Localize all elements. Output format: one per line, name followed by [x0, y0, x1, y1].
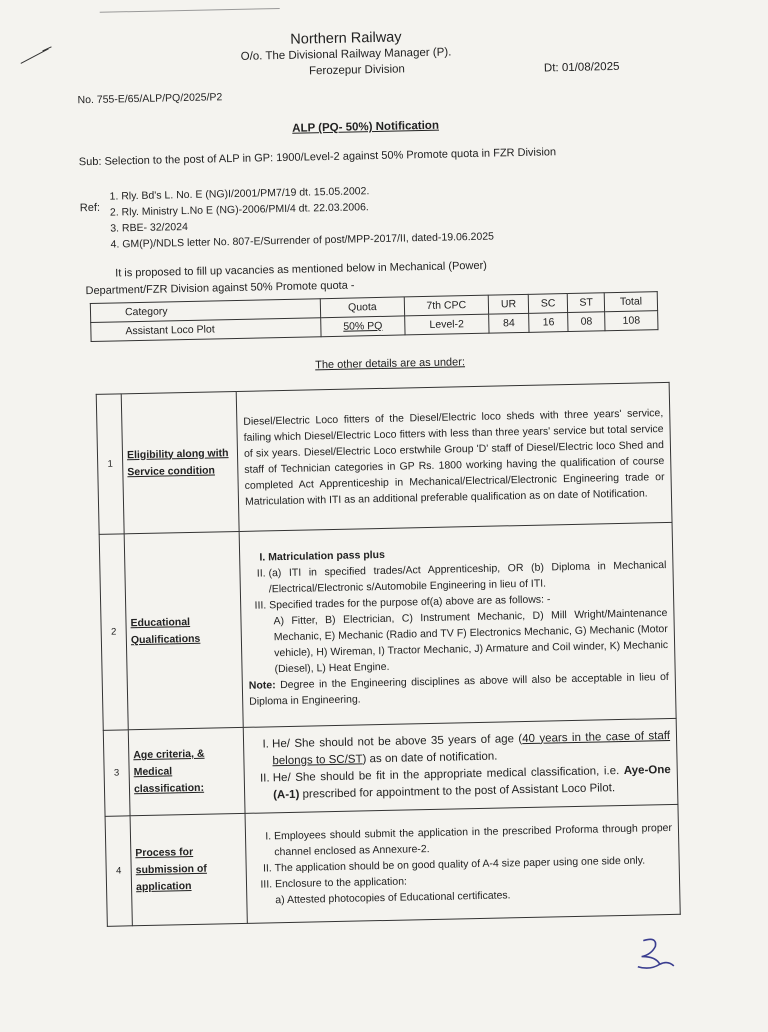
- list-text-underlined: 40 years in the case of staff belongs to SC/ST: [272, 729, 671, 767]
- header-cpc: 7th CPC: [404, 295, 489, 316]
- criterion-content: [239, 522, 676, 727]
- list-item-text: Specified trades for the purpose of(a) above are as follows: -: [269, 592, 551, 611]
- trade-list: A) Fitter, B) Electrician, C) Instrument Mechanic, D) Mill Wright/Maintenance Mechanic, E) Mechanic (Radio and TV F) Electronics Mechanic, G) Mechanic (Motor vehicle), H) Wireman, I) Tractor Mechanic, J) Armature and Coil winder, K) Mechanic (Diesel), L) Heat Engine.: [273, 606, 669, 675]
- cell-sc: 16: [529, 313, 568, 333]
- enclosure-item: a) Attested photocopies of Educational certificates.: [275, 888, 511, 906]
- office-name: O/o. The Divisional Railway Manager (P).: [240, 46, 452, 63]
- note-label: Note:: [248, 678, 276, 692]
- division-name: Ferozepur Division: [308, 63, 405, 78]
- header-quota: Quota: [321, 297, 405, 318]
- list-item: II. The application should be on good quality of A-4 size paper using one side only.: [275, 851, 673, 875]
- header-sc: SC: [528, 294, 567, 314]
- row-number: 4: [105, 816, 132, 926]
- details-table: [96, 382, 681, 927]
- letter-number: No. 755-E/65/ALP/PQ/2025/P2: [77, 91, 223, 107]
- criterion-label: Eligibility along with Service condition: [121, 391, 239, 533]
- header-ur: UR: [488, 294, 528, 314]
- list-text: He/ She should be fit in the appropriate medical classification, i.e.: [272, 764, 620, 784]
- cell-quota: 50% PQ: [321, 316, 405, 337]
- intro-line-1: It is proposed to fill up vacancies as mentioned below in Mechanical (Power): [115, 259, 487, 280]
- list-text: ) as on date of notification.: [362, 750, 498, 765]
- qualification-list: [246, 541, 669, 678]
- notification-heading: ALP (PQ- 50%) Notification: [292, 119, 440, 135]
- cell-total: 108: [605, 311, 658, 331]
- criterion-label: Age criteria, & Medical classification:: [128, 727, 245, 815]
- list-text: Enclosure to the application:: [274, 875, 408, 890]
- org-name: Northern Railway: [290, 29, 402, 48]
- process-list: [252, 819, 674, 908]
- list-item: I. Matriculation pass plus: [268, 541, 666, 565]
- other-details-caption: The other details are as under:: [315, 356, 466, 372]
- header-category: Category: [90, 299, 321, 323]
- row-number: 1: [96, 394, 124, 534]
- list-item: II. (a) ITI in specified trades/Act Apprenticeship, OR (b) Diploma in Mechanical /Electrical/Electronic s/Automobile Engineering in lieu of ITI.: [268, 557, 667, 597]
- list-item: [269, 589, 669, 677]
- table-row: [105, 804, 680, 926]
- cell-ur: 84: [489, 313, 529, 333]
- list-text: prescribed for appointment to the post of Assistant Loco Pilot.: [302, 781, 616, 801]
- note-text: Degree in the Engineering disciplines as above will also be acceptable in lieu of Diploma in Engineering.: [249, 670, 669, 708]
- table-row: [96, 382, 672, 534]
- list-item: I. Employees should submit the application in the prescribed Proforma through proper channel enclosed as Annexure-2.: [274, 819, 673, 859]
- row-number: 2: [99, 534, 128, 730]
- intro-line-2: Department/FZR Division against 50% Promote quota -: [85, 279, 355, 298]
- signature-icon: [629, 934, 678, 975]
- top-rule: [100, 8, 280, 13]
- age-list: [250, 727, 671, 804]
- cell-category: Assistant Loco Plot: [91, 318, 322, 342]
- cell-cpc: Level-2: [404, 314, 489, 335]
- row-number: 3: [103, 730, 130, 817]
- reference-item: 4. GM(P)/NDLS letter No. 807-E/Surrender of post/MPP-2017/II, dated-19.06.2025: [110, 230, 495, 251]
- cell-st: 08: [568, 312, 605, 332]
- reference-list: [109, 181, 494, 253]
- criterion-text: Diesel/Electric Loco fitters of the Diesel/Electric loco sheds with three years' service, failing which Diesel/Electric Loco fitters with less than three years' service but total service of six years. Diesel/Electric Loco erstwhile Group 'D' staff of Diesel/Electric loco Shed and staff of Technician categories in GP Rs. 1800 working having the qualification of course completed Act Apprenticeship in Mechanical/Electrical/Electronic Engineering trade or Matriculation with ITI as an additional preferable qualification as on date of Notification.: [236, 382, 672, 531]
- reference-label: Ref:: [79, 201, 101, 215]
- table-row: [99, 522, 676, 730]
- subject-line: Sub: Selection to the post of ALP in GP: 1900/Level-2 against 50% Promote quota in FZR Division: [78, 146, 557, 169]
- list-text: He/ She should not be above 35 years of age (: [271, 732, 523, 750]
- letter-date: Dt: 01/08/2025: [543, 60, 620, 75]
- list-text-bold: Aye-One (A-1): [273, 763, 671, 801]
- reference-item: 3. RBE- 32/2024: [110, 220, 189, 235]
- reference-item: 1. Rly. Bd's L. No. E (NG)I/2001/PM7/19 dt. 15.05.2002.: [109, 185, 370, 203]
- reference-item: 2. Rly. Ministry L.No E (NG)-2006/PMI/4 dt. 22.03.2006.: [109, 201, 369, 219]
- criterion-label: Educational Qualifications: [124, 531, 243, 729]
- criterion-content: [243, 718, 678, 813]
- criterion-label: Process for submission of application: [130, 813, 247, 925]
- header-total: Total: [604, 292, 657, 312]
- pen-mark-icon: [18, 45, 54, 68]
- table-row: [103, 718, 678, 816]
- vacancy-table: [90, 291, 659, 342]
- header-st: ST: [567, 293, 604, 313]
- criterion-content: [245, 804, 680, 923]
